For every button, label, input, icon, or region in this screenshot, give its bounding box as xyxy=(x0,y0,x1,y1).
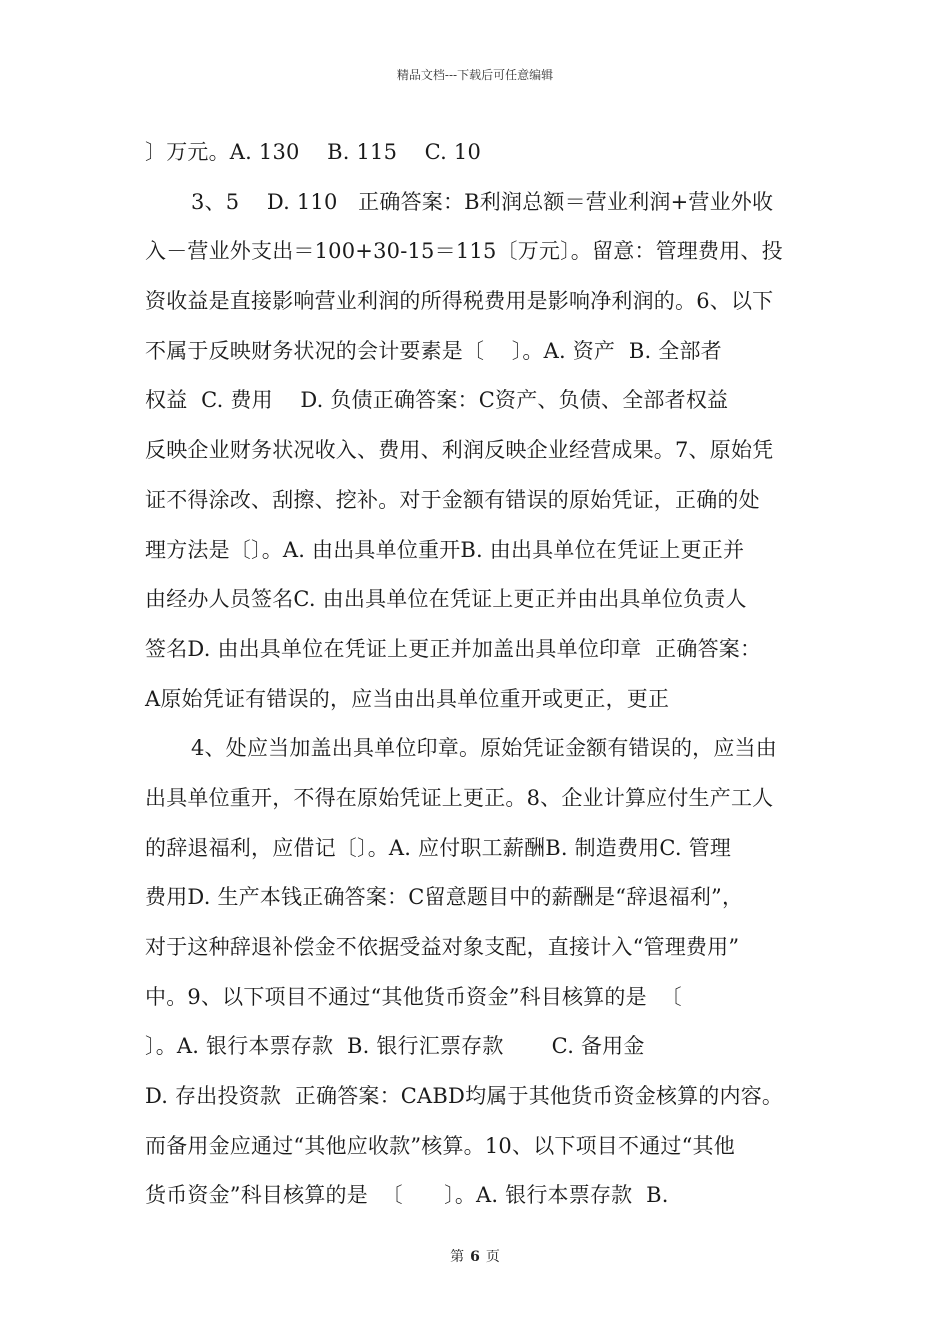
text-line: 权益 C. 费用 D. 负债正确答案：C资产、负债、全部者权益 xyxy=(145,388,729,413)
text-line: 3、5 D. 110 正确答案：B利润总额＝营业利润+营业外收 xyxy=(191,189,774,214)
text-line: 出具单位重开，不得在原始凭证上更正。8、企业计算应付生产工人 xyxy=(145,785,774,810)
page-number: 6 xyxy=(470,1249,480,1265)
page-header xyxy=(0,66,950,83)
text-line: 证不得涂改、刮擦、挖补。对于金额有错误的原始凭证，正确的处 xyxy=(145,487,760,512)
header-text: 精品文档---下载后可任意编辑 xyxy=(396,68,554,82)
text-line: 不属于反映财务状况的会计要素是〔 〕。A. 资产 B. 全部者 xyxy=(145,338,722,363)
text-line: 由经办人员签名C. 由出具单位在凭证上更正并由出具单位负责人 xyxy=(145,587,747,612)
text-line: 对于这种辞退补偿金不依据受益对象支配，直接计入“管理费用” xyxy=(145,935,740,959)
text-line: 而备用金应通过“其他应收款”核算。10、以下项目不通过“其他 xyxy=(145,1133,735,1158)
document-body xyxy=(145,134,825,1227)
text-line: 的辞退福利，应借记〔〕。A. 应付职工薪酬B. 制造费用C. 管理 xyxy=(145,835,732,860)
text-line: 资收益是直接影响营业利润的所得税费用是影响净利润的。6、以下 xyxy=(145,289,774,314)
page-footer xyxy=(0,1246,950,1266)
text-line: 〕。A. 银行本票存款 B. 银行汇票存款 C. 备用金 xyxy=(145,1034,645,1059)
text-line: A原始凭证有错误的，应当由出具单位重开或更正，更正 xyxy=(145,686,670,711)
text-line: 签名D. 由出具单位在凭证上更正并加盖出具单位印章 正确答案： xyxy=(145,636,762,661)
text-line: 货币资金”科目核算的是 〔 〕。A. 银行本票存款 B. xyxy=(145,1183,669,1208)
text-line: D. 存出投资款 正确答案：CABD均属于其他货币资金核算的内容。 xyxy=(145,1084,784,1109)
text-line: 〕万元。A. 130 B. 115 C. 10 xyxy=(145,140,482,164)
text-line: 费用D. 生产本钱正确答案：C留意题目中的薪酬是“辞退福利”， xyxy=(145,885,744,910)
text-line: 入－营业外支出＝100+30-15＝115〔万元〕。留意：管理费用、投 xyxy=(145,239,783,264)
page-number-suffix: 页 xyxy=(485,1249,500,1265)
text-line: 理方法是〔〕。A. 由出具单位重开B. 由出具单位在凭证上更正并 xyxy=(145,537,745,562)
text-line: 4、处应当加盖出具单位印章。原始凭证金额有错误的，应当由 xyxy=(191,736,777,761)
page-number-prefix: 第 xyxy=(450,1249,465,1265)
text-line: 反映企业财务状况收入、费用、利润反映企业经营成果。7、原始凭 xyxy=(145,438,774,463)
text-line: 中。9、以下项目不通过“其他货币资金”科目核算的是 〔 xyxy=(145,984,682,1009)
